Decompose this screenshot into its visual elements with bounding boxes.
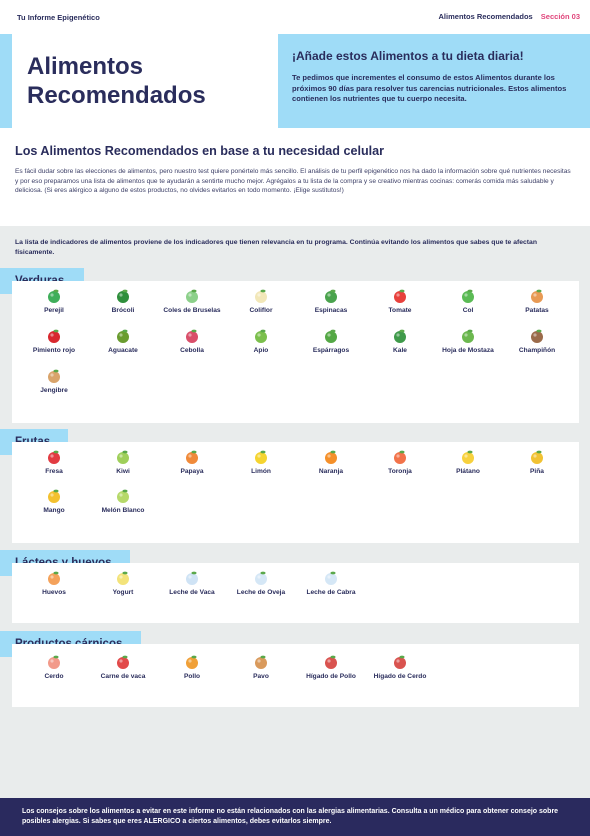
red-pepper-icon: [46, 328, 62, 344]
spinach-icon: [323, 288, 339, 304]
food-item: [20, 328, 88, 358]
food-item-label: Coliflor: [249, 307, 273, 314]
beef-icon: [115, 654, 131, 670]
liver-icon: [323, 654, 339, 670]
broccoli-icon: [115, 288, 131, 304]
page-title-line-1: Alimentos: [27, 53, 144, 80]
food-item-label: Yogurt: [112, 589, 134, 596]
section-title: Alimentos Recomendados: [438, 12, 533, 21]
parsley-icon: [46, 288, 62, 304]
avocado-icon: [115, 328, 131, 344]
grapefruit-icon: [392, 449, 408, 465]
food-item-label: Leche de Vaca: [169, 589, 215, 596]
page-title: [27, 52, 206, 110]
food-item: [158, 654, 226, 684]
food-item-label: Papaya: [180, 468, 204, 475]
food-item: [89, 449, 157, 479]
chicken-leg-icon: [184, 654, 200, 670]
category-card-vegetables: [12, 281, 579, 423]
food-item: [227, 654, 295, 684]
food-item: [20, 449, 88, 479]
intro-section: [15, 144, 575, 196]
food-item-label: Limón: [251, 468, 271, 475]
food-item: [366, 449, 434, 479]
eggs-icon: [46, 570, 62, 586]
potatoes-icon: [529, 288, 545, 304]
brussels-sprouts-icon: [184, 288, 200, 304]
food-item: [20, 368, 88, 398]
food-item: [158, 328, 226, 358]
strawberry-icon: [46, 449, 62, 465]
cabbage-icon: [460, 288, 476, 304]
food-item-label: Apio: [253, 347, 269, 354]
pineapple-icon: [529, 449, 545, 465]
food-item-label: Aguacate: [108, 347, 138, 354]
tomato-icon: [392, 288, 408, 304]
food-item-label: Toronja: [388, 468, 412, 475]
food-item-label: Patatas: [525, 307, 549, 314]
food-item: [20, 654, 88, 684]
top-bar: [0, 0, 590, 34]
food-item-label: Carne de vaca: [100, 673, 146, 680]
mango-icon: [46, 488, 62, 504]
food-item: [89, 328, 157, 358]
food-item-label: Cerdo: [44, 673, 64, 680]
food-item: [20, 570, 88, 600]
food-item: [227, 570, 295, 600]
yogurt-icon: [115, 570, 131, 586]
asparagus-icon: [323, 328, 339, 344]
page-title-line-2: Recomendados: [27, 82, 206, 109]
food-item-label: Tomate: [388, 307, 412, 314]
food-item-label: Mango: [43, 507, 65, 514]
callout-title: ¡Añade estos Alimentos a tu dieta diaria!: [292, 49, 524, 63]
liver-icon: [392, 654, 408, 670]
food-item-label: Kale: [393, 347, 407, 354]
food-item-label: Perejil: [44, 307, 64, 314]
food-item: [366, 288, 434, 318]
food-item: [366, 328, 434, 358]
intro-body: Es fácil dudar sobre las elecciones de alimentos, pero nuestro test quiere ponértelo más sencillo. El análisis de tu perfil epigenético nos ha dado la información sobre qué nutrientes necesitas y por eso preparamos una lista de alimentos que te ayudarán a sentirte mucho mejor. Agrégalos a tu lista de la compra y se creativo mientras cocinas: comerás comida más saludable y deliciosa. (Si eres alérgico a alguno de estos productos, no olvides evitarlos en todo momento. ¡Elige sustitutos!): [15, 168, 571, 195]
food-item-label: Fresa: [45, 468, 63, 475]
food-item-label: Champiñón: [518, 347, 556, 354]
kale-icon: [392, 328, 408, 344]
category-card-dairy-eggs: [12, 563, 579, 623]
food-item-label: Espárragos: [312, 347, 350, 354]
food-item: [434, 328, 502, 358]
callout-text: Te pedimos que incrementes el consumo de estos Alimentos durante los próximos 90 días para resolver tus carencias nutricionales. Estos alimentos contienen los nutrientes que tu cuerpo necesita.: [292, 73, 567, 103]
food-item-label: Huevos: [42, 589, 66, 596]
category-card-fruits: [12, 442, 579, 543]
food-item: [503, 449, 571, 479]
food-item: [297, 654, 365, 684]
milk-icon: [184, 570, 200, 586]
food-item: [297, 288, 365, 318]
food-item: [158, 288, 226, 318]
food-item-label: Hígado de Cerdo: [373, 673, 427, 680]
papaya-icon: [184, 449, 200, 465]
food-item-label: Cebolla: [180, 347, 204, 354]
food-item: [20, 488, 88, 518]
food-item: [158, 449, 226, 479]
mushroom-icon: [529, 328, 545, 344]
food-item: [297, 570, 365, 600]
food-item: [227, 288, 295, 318]
kiwi-icon: [115, 449, 131, 465]
milk-bottle-icon: [253, 570, 269, 586]
food-item-label: Pimiento rojo: [32, 347, 76, 354]
food-item: [89, 288, 157, 318]
onion-icon: [184, 328, 200, 344]
footer-disclaimer: [0, 798, 590, 836]
hero-callout: [278, 34, 590, 128]
section-number: Sección 03: [540, 12, 580, 21]
food-item-label: Pavo: [253, 673, 269, 680]
hero-title-block: [0, 34, 276, 128]
food-item: [89, 570, 157, 600]
food-item: [503, 288, 571, 318]
food-item-label: Plátano: [456, 468, 480, 475]
food-item-label: Pollo: [183, 673, 201, 680]
food-item: [503, 328, 571, 358]
food-item: [89, 654, 157, 684]
food-item-label: Espinacas: [314, 307, 348, 314]
celery-icon: [253, 328, 269, 344]
food-item-label: Leche de Cabra: [306, 589, 356, 596]
food-item-label: Hígado de Pollo: [306, 673, 356, 680]
food-item: [227, 328, 295, 358]
food-item: [366, 654, 434, 684]
food-item: [20, 288, 88, 318]
orange-icon: [323, 449, 339, 465]
turkey-icon: [253, 654, 269, 670]
food-list-note: La lista de indicadores de alimentos proviene de los indicadores que tienen relevancia en tu programa. Continúa evitando los alimentos que sabes que te afectan físicamente.: [15, 239, 537, 256]
food-item: [227, 449, 295, 479]
mustard-greens-icon: [460, 328, 476, 344]
category-card-meat: [12, 644, 579, 707]
food-item: [297, 328, 365, 358]
food-item-label: Col: [462, 307, 474, 314]
hero-accent-bar: [0, 34, 12, 128]
food-item: [158, 570, 226, 600]
food-item-label: Leche de Oveja: [236, 589, 286, 596]
food-item-label: Melón Blanco: [101, 507, 145, 514]
food-item: [434, 288, 502, 318]
intro-heading: Los Alimentos Recomendados en base a tu necesidad celular: [15, 144, 385, 158]
food-item: [434, 449, 502, 479]
food-item: [297, 449, 365, 479]
food-item-label: Piña: [530, 468, 544, 475]
ginger-icon: [46, 368, 62, 384]
brand-title: Tu Informe Epigenético: [17, 13, 100, 22]
honeydew-melon-icon: [115, 488, 131, 504]
milk-bottle-icon: [323, 570, 339, 586]
food-item-label: Brócoli: [111, 307, 135, 314]
food-item-label: Jengibre: [40, 387, 68, 394]
pork-icon: [46, 654, 62, 670]
food-item: [89, 488, 157, 518]
footer-text: Los consejos sobre los alimentos a evitar en este informe no están relacionados con las alergias alimentarias. Consulta a un médico para obtener consejo sobre posibles alergias. Si sabes que eres ALERGICO a ciertos alimentos, debes evitarlos siempre.: [22, 808, 559, 826]
food-item-label: Coles de Bruselas: [163, 307, 221, 314]
food-item-label: Naranja: [318, 468, 344, 475]
cauliflower-icon: [253, 288, 269, 304]
section-indicator: [439, 12, 580, 21]
food-item-label: Kiwi: [116, 468, 130, 475]
food-item-label: Hoja de Mostaza: [442, 347, 494, 354]
banana-icon: [460, 449, 476, 465]
lemon-icon: [253, 449, 269, 465]
